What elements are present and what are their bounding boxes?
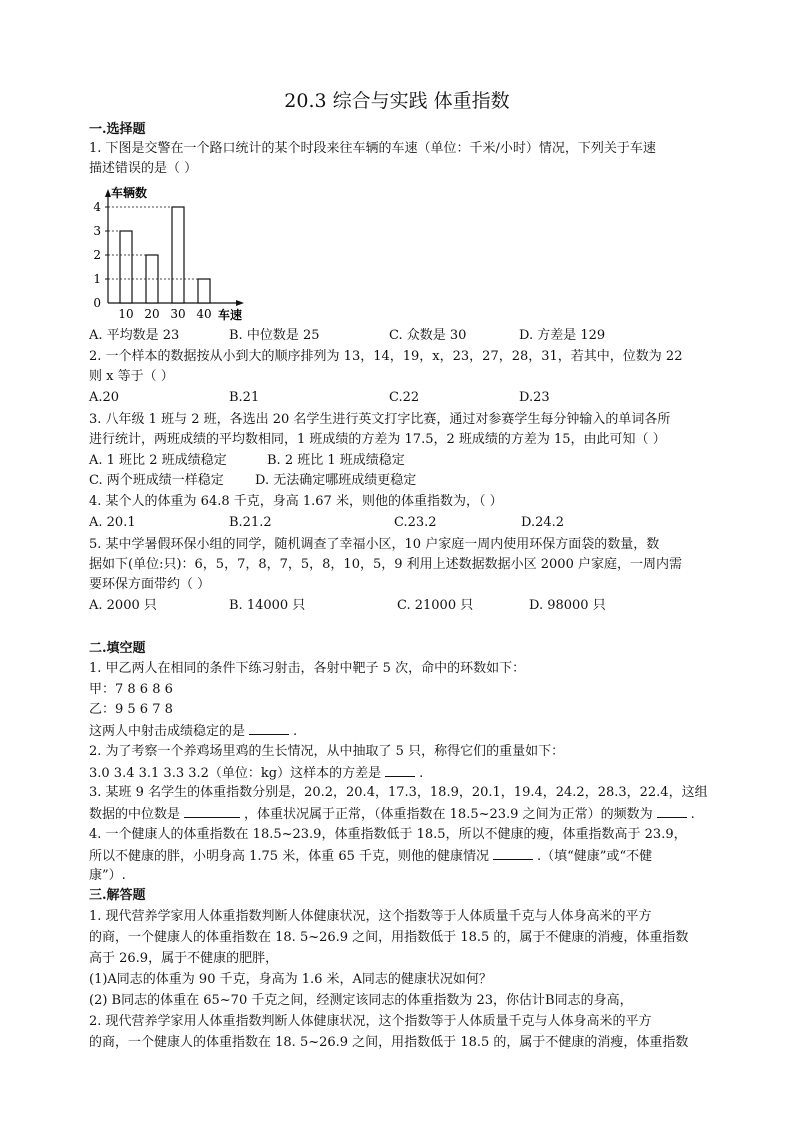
q4-option-a[interactable]: A. 20.1 <box>89 515 136 530</box>
q3-option-c[interactable]: C. 两个班成绩一样稳定 <box>89 473 224 488</box>
y-tick-label: 3 <box>93 224 101 238</box>
f2-answer-blank[interactable] <box>385 764 415 777</box>
q2-line2: 则 x 等于（ ） <box>89 369 174 384</box>
q1-option-d[interactable]: D. 方差是 129 <box>519 328 606 343</box>
q1-line1: 1. 下图是交警在一个路口统计的某个时段来往车辆的车速（单位：千米/小时）情况，下列关于车速 <box>89 141 656 156</box>
f3-period: . <box>690 807 695 822</box>
q3-option-b[interactable]: B. 2 班比 1 班成绩稳定 <box>267 453 405 468</box>
f2-line2 <box>89 764 423 783</box>
q2-option-a[interactable]: A.20 <box>89 390 120 405</box>
q3-option-d[interactable]: D. 无法确定哪班成绩更稳定 <box>255 473 417 488</box>
q4-option-d[interactable]: D.24.2 <box>521 515 565 530</box>
f3-line2-text-b: ，体重状况属于正常，（体重指数在 18.5~23.9 之间为正常）的频数为 <box>244 807 653 822</box>
q5-option-d[interactable]: D. 98000 只 <box>529 598 606 613</box>
y-tick-label: 0 <box>93 296 101 310</box>
q1-line2: 描述错误的是（ ） <box>89 161 198 176</box>
bar <box>198 279 210 303</box>
q4-option-b[interactable]: B.21.2 <box>229 515 272 530</box>
a1-part2: (2) B同志的体重在 65~70 千克之间，经测定该同志的体重指数为 23，你估计B同志的身高， <box>89 993 633 1008</box>
q2-line1: 2. 一个样本的数据按从小到大的顺序排列为 13，14，19，x，23，27，28，31，若其中，位数为 22 <box>89 349 683 364</box>
f1-yi-scores: 乙：9 5 6 7 8 <box>89 702 173 717</box>
q5-option-c[interactable]: C. 21000 只 <box>397 598 474 613</box>
y-tick-label: 1 <box>93 272 101 286</box>
q2-option-c[interactable]: C.22 <box>389 390 420 405</box>
a1-line2: 的商，一个健康人的体重指数在 18. 5~26.9 之间，用指数低于 18.5 的，属于不健康的消瘦，体重指数 <box>89 930 689 945</box>
y-tick-label: 4 <box>93 200 101 214</box>
q5-line2: 据如下(单位:只)：6，5，7，8，7，5，8，10，5，9 利用上述数据数据小区 2000 户家庭，一周内需 <box>89 557 682 572</box>
f3-line2-text-a: 数据的中位数是 <box>89 807 181 822</box>
q5-option-b[interactable]: B. 14000 只 <box>229 598 306 613</box>
a2-line2: 的商，一个健康人的体重指数在 18. 5~26.9 之间，用指数低于 18.5 的，属于不健康的消瘦，体重指数 <box>89 1035 689 1050</box>
q1-option-c[interactable]: C. 众数是 30 <box>389 328 467 343</box>
f3-frequency-blank[interactable] <box>657 805 687 818</box>
f2-line2-text: 3.0 3.4 3.1 3.3 3.2（单位：kg）这样本的方差是 <box>89 766 382 781</box>
q3-line2: 进行统计，两班成绩的平均数相同，1 班成绩的方差为 17.5，2 班成绩的方差为 15，由此可知（ ） <box>89 432 666 447</box>
x-tick-label: 20 <box>144 307 160 321</box>
f1-question <box>89 722 297 741</box>
f4-line2 <box>89 847 652 866</box>
f1-jia-scores: 甲：7 8 6 8 6 <box>89 682 173 697</box>
a1-line3: 高于 26.9，属于不健康的肥胖， <box>89 951 279 966</box>
q5-line1: 5. 某中学暑假环保小组的同学，随机调查了幸福小区，10 户家庭一周内使用环保方面袋的数量，数 <box>89 537 660 552</box>
q4-line1: 4. 某个人的体重为 64.8 千克，身高 1.67 米，则他的体重指数为，（ ） <box>89 494 503 509</box>
f2-period: . <box>419 766 424 781</box>
section-fill-heading: 二.填空题 <box>89 641 146 656</box>
a1-part1: (1)A同志的体重为 90 千克，身高为 1.6 米，A同志的健康状况如何？ <box>89 972 492 987</box>
f1-question-text: 这两人中射击成绩稳定的是 <box>89 724 246 739</box>
a2-line1: 2. 现代营养学家用人体重指数判断人体健康状况，这个指数等于人体质量千克与人体身高米的平方 <box>89 1014 652 1029</box>
x-axis-label: 车速 <box>218 308 243 321</box>
f4-answer-blank[interactable] <box>493 847 533 860</box>
f1-period: . <box>293 724 298 739</box>
q5-option-a[interactable]: A. 2000 只 <box>89 598 157 613</box>
q1-option-a[interactable]: A. 平均数是 23 <box>89 328 180 343</box>
f3-median-blank[interactable] <box>184 805 240 818</box>
f1-line1: 1. 甲乙两人在相同的条件下练习射击，各射中靶子 5 次，命中的环数如下： <box>89 661 526 676</box>
f3-line1: 3. 某班 9 名学生的体重指数分别是，20.2，20.4，17.3，18.9，20.1，19.4，24.2，28.3，22.4，这组 <box>89 785 708 800</box>
q3-line1: 3. 八年级 1 班与 2 班，各选出 20 名学生进行英文打字比赛，通过对参赛学生每分钟输入的单词各所 <box>89 412 671 427</box>
f2-line1: 2. 为了考察一个养鸡场里鸡的生长情况，从中抽取了 5 只，称得它们的重量如下： <box>89 744 565 759</box>
y-axis-label: 车辆数 <box>111 186 148 200</box>
f4-line2-text-a: 所以不健康的胖，小明身高 1.75 米，体重 65 千克，则他的健康情况 <box>89 849 490 864</box>
q2-option-d[interactable]: D.23 <box>519 390 550 405</box>
a1-line1: 1. 现代营养学家用人体重指数判断人体健康状况，这个指数等于人体质量千克与人体身高米的平方 <box>89 909 652 924</box>
speed-bar-chart <box>88 183 258 321</box>
f1-answer-blank[interactable] <box>249 722 289 735</box>
x-tick-label: 10 <box>118 307 134 321</box>
section-answer-heading: 三.解答题 <box>89 888 146 903</box>
q3-option-a[interactable]: A. 1 班比 2 班成绩稳定 <box>89 453 227 468</box>
x-tick-label: 30 <box>170 307 186 321</box>
x-axis-arrow <box>236 300 244 306</box>
f4-line1: 4. 一个健康人的体重指数在 18.5~23.9，体重指数低于 18.5，所以不健康的瘦，体重指数高于 23.9， <box>89 827 687 842</box>
page-title: 20.3 综合与实践 体重指数 <box>284 90 510 112</box>
f4-line3: 康”）. <box>89 868 126 883</box>
bar <box>172 207 184 303</box>
y-tick-label: 2 <box>93 248 101 262</box>
x-tick-label: 40 <box>196 307 212 321</box>
q4-option-c[interactable]: C.23.2 <box>394 515 437 530</box>
f3-line2 <box>89 805 695 824</box>
q5-line3: 要环保方面带约（ ） <box>89 577 211 592</box>
bar <box>120 231 132 303</box>
q2-option-b[interactable]: B.21 <box>229 390 260 405</box>
section-choice-heading: 一.选择题 <box>89 122 146 137</box>
f4-line2-text-b: .（填“健康”或“不健 <box>537 849 653 864</box>
q1-option-b[interactable]: B. 中位数是 25 <box>229 328 320 343</box>
